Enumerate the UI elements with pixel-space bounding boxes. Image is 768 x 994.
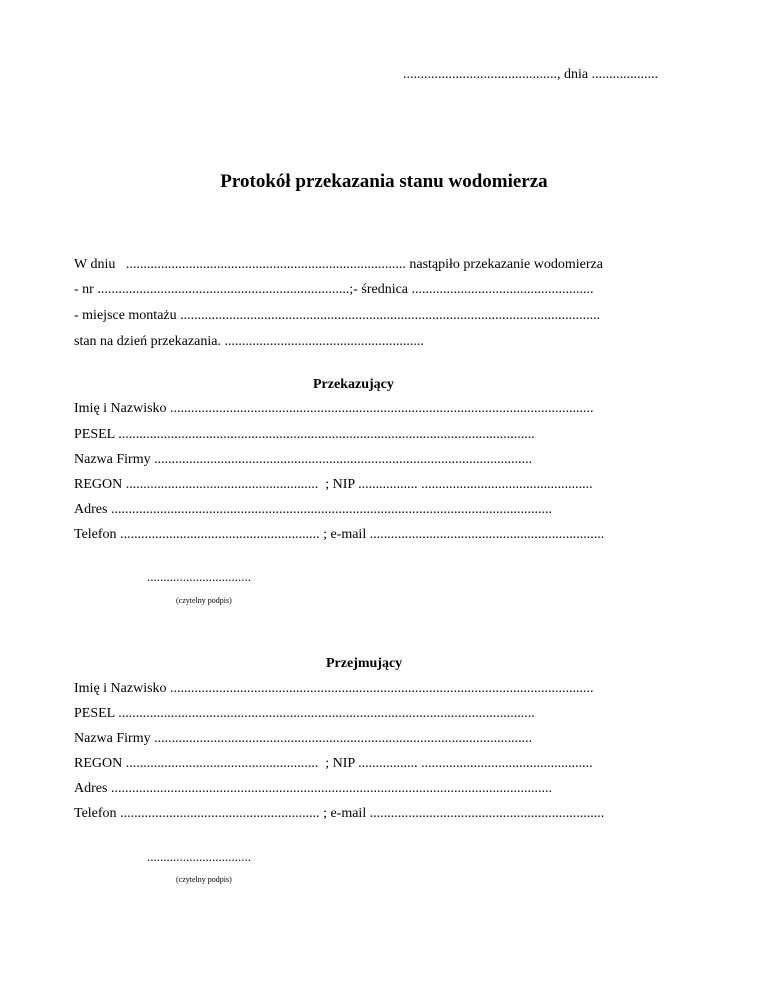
section-heading-recipient: Przejmujący	[326, 656, 403, 671]
section-heading-transferor: Przekazujący	[313, 377, 394, 392]
recipient-pesel-line	[74, 706, 535, 722]
installation-place-label: - miejsce montażu	[74, 308, 177, 323]
regon-label: REGON	[74, 477, 123, 492]
place-date-field[interactable]: ............................................, dnia ...................	[403, 67, 659, 82]
transfer-date-field[interactable]: ................................................................................	[125, 257, 406, 272]
signature-caption: (czytelny podpis)	[176, 875, 232, 884]
recipient-address-line	[74, 781, 552, 797]
regon-label: REGON	[74, 756, 123, 771]
recipient-address-field[interactable]: ..............................................................................................................................	[110, 781, 552, 796]
recipient-contact-line	[74, 806, 604, 822]
meter-number-label: - nr	[74, 282, 94, 297]
recipient-email-field[interactable]: ...................................................................	[369, 806, 605, 821]
intro-date-label: W dniu	[74, 257, 116, 272]
recipient-company-field[interactable]: ............................................................................................................	[154, 731, 533, 746]
intro-date-suffix: nastąpiło przekazanie wodomierza	[409, 257, 603, 272]
transferor-company-field[interactable]: ............................................................................................................	[154, 452, 533, 467]
transferor-name-field[interactable]: .........................................................................................................................	[170, 401, 594, 416]
name-label: Imię i Nazwisko	[74, 401, 167, 416]
diameter-field[interactable]: ....................................................	[411, 282, 594, 297]
recipient-regon-field[interactable]: .......................................................	[125, 756, 319, 771]
pesel-label: PESEL	[74, 427, 115, 442]
transferor-phone-field[interactable]: .........................................................	[120, 527, 320, 542]
email-label: ; e-mail	[323, 806, 367, 821]
phone-label: Telefon	[74, 527, 117, 542]
installation-place-line	[74, 308, 600, 324]
transferor-nip-field[interactable]: ................. .................................................	[358, 477, 593, 492]
nip-label: ; NIP	[325, 477, 355, 492]
recipient-phone-field[interactable]: .........................................................	[120, 806, 320, 821]
document-title: Protokół przekazania stanu wodomierza	[220, 171, 548, 192]
phone-label: Telefon	[74, 806, 117, 821]
address-label: Adres	[74, 781, 108, 796]
address-label: Adres	[74, 502, 108, 517]
recipient-company-line	[74, 731, 532, 747]
pesel-label: PESEL	[74, 706, 115, 721]
signature-caption: (czytelny podpis)	[176, 596, 232, 605]
transferor-contact-line	[74, 527, 604, 543]
recipient-nip-field[interactable]: ................. .................................................	[358, 756, 593, 771]
company-label: Nazwa Firmy	[74, 731, 151, 746]
name-label: Imię i Nazwisko	[74, 681, 167, 696]
nip-label: ; NIP	[325, 756, 355, 771]
transferor-email-field[interactable]: ...................................................................	[369, 527, 605, 542]
transferor-signature-field[interactable]: ................................	[147, 569, 251, 584]
recipient-regon-nip-line	[74, 756, 593, 772]
transferor-regon-nip-line	[74, 477, 593, 493]
company-label: Nazwa Firmy	[74, 452, 151, 467]
recipient-name-line	[74, 681, 594, 697]
recipient-pesel-field[interactable]: .......................................................................................................................	[118, 706, 535, 721]
transferor-company-line	[74, 452, 532, 468]
meter-reading-label: stan na dzień przekazania.	[74, 334, 221, 349]
meter-reading-line	[74, 334, 424, 350]
transferor-name-line	[74, 401, 594, 417]
meter-reading-field[interactable]: .........................................................	[224, 334, 424, 349]
installation-place-field[interactable]: ........................................................................................................................	[180, 308, 601, 323]
transferor-regon-field[interactable]: .......................................................	[125, 477, 319, 492]
meter-number-line	[74, 282, 594, 298]
meter-number-field[interactable]: ........................................................................	[97, 282, 350, 297]
transferor-pesel-line	[74, 427, 535, 443]
recipient-name-field[interactable]: .........................................................................................................................	[170, 681, 594, 696]
diameter-label: ;- średnica	[349, 282, 409, 297]
intro-date-line	[74, 257, 603, 273]
recipient-signature-field[interactable]: ................................	[147, 849, 251, 864]
transferor-address-field[interactable]: ..............................................................................................................................	[110, 502, 552, 517]
transferor-address-line	[74, 502, 552, 518]
transferor-pesel-field[interactable]: .......................................................................................................................	[118, 427, 535, 442]
email-label: ; e-mail	[323, 527, 367, 542]
